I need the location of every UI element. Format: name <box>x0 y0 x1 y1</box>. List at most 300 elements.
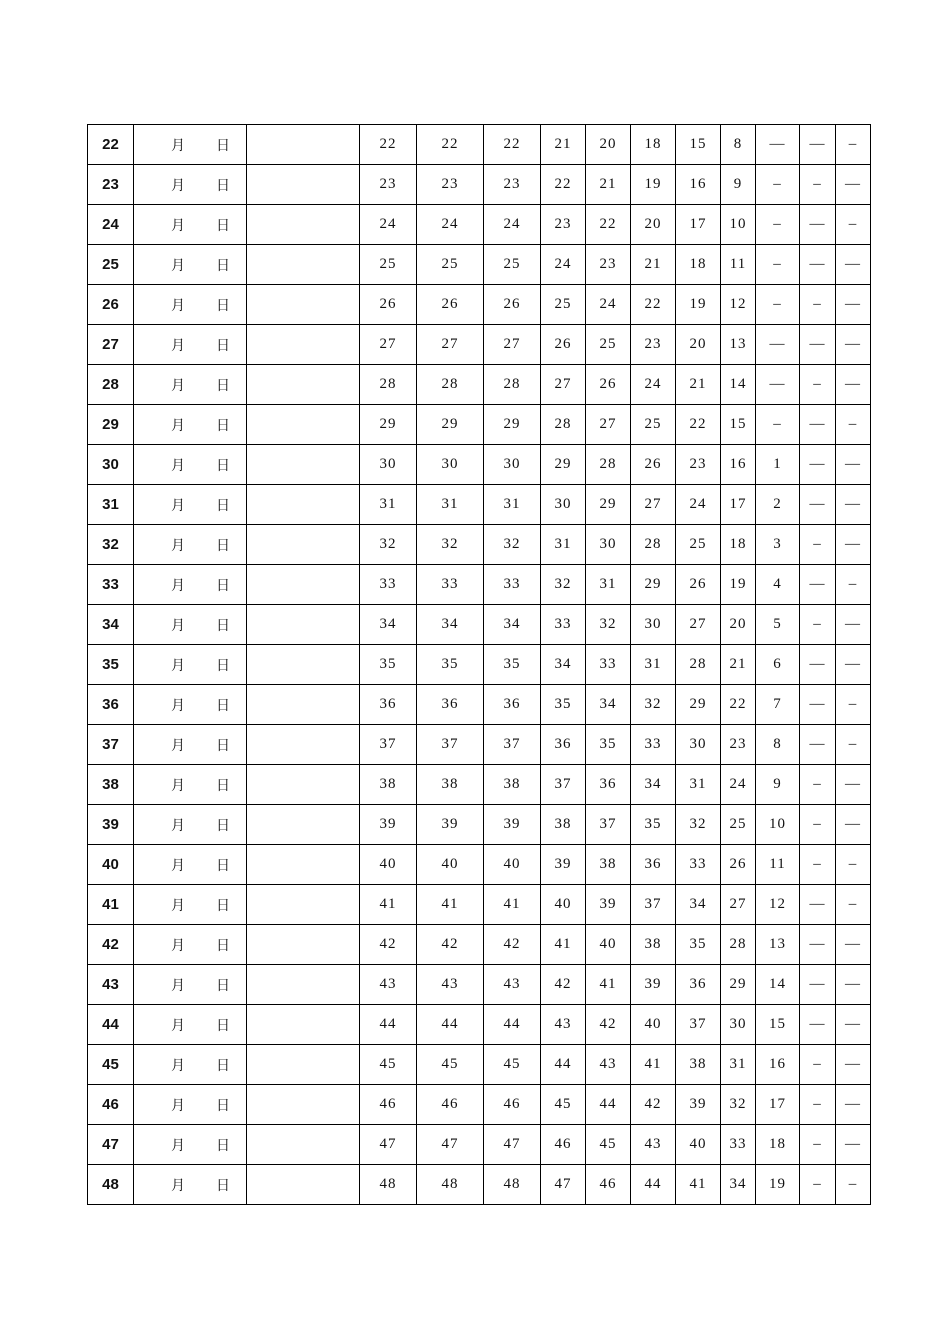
value-cell: 41 <box>541 925 586 965</box>
value-cell: 45 <box>484 1045 541 1085</box>
value-cell: 31 <box>541 525 586 565</box>
value-cell: 27 <box>676 605 721 645</box>
value-cell: 20 <box>586 125 631 165</box>
value-cell: 45 <box>360 1045 417 1085</box>
month-label: 月 <box>171 457 186 474</box>
value-cell: 41 <box>484 885 541 925</box>
value-cell: 8 <box>721 125 756 165</box>
value-cell: 23 <box>360 165 417 205</box>
value-cell: 40 <box>631 1005 676 1045</box>
value-cell: 30 <box>676 725 721 765</box>
value-cell: 24 <box>586 285 631 325</box>
value-cell: 32 <box>586 605 631 645</box>
table-row <box>88 725 871 765</box>
table-row <box>88 805 871 845</box>
value-cell: 40 <box>360 845 417 885</box>
value-cell: 13 <box>721 325 756 365</box>
value-cell: 24 <box>484 205 541 245</box>
value-cell: 26 <box>586 365 631 405</box>
value-cell: 19 <box>721 565 756 605</box>
value-cell: 33 <box>676 845 721 885</box>
value-cell: 36 <box>676 965 721 1005</box>
value-cell: – <box>836 125 871 165</box>
table-row <box>88 965 871 1005</box>
value-cell: 47 <box>360 1125 417 1165</box>
value-cell: 44 <box>360 1005 417 1045</box>
value-cell: 26 <box>721 845 756 885</box>
value-cell: 35 <box>631 805 676 845</box>
table-row <box>88 245 871 285</box>
value-cell: 15 <box>721 405 756 445</box>
value-cell: 11 <box>721 245 756 285</box>
date-cell <box>134 485 247 525</box>
value-cell: 25 <box>676 525 721 565</box>
value-cell: 47 <box>484 1125 541 1165</box>
value-cell: 24 <box>721 765 756 805</box>
value-cell: 24 <box>676 485 721 525</box>
value-cell: 45 <box>417 1045 484 1085</box>
table-row <box>88 605 871 645</box>
value-cell: — <box>800 965 836 1005</box>
value-cell: 48 <box>484 1165 541 1205</box>
value-cell: 29 <box>721 965 756 1005</box>
value-cell: – <box>836 845 871 885</box>
value-cell: – <box>800 805 836 845</box>
value-cell: 39 <box>417 805 484 845</box>
value-cell: 31 <box>360 485 417 525</box>
blank-cell <box>247 245 360 285</box>
date-cell <box>134 1165 247 1205</box>
row-number: 42 <box>88 925 134 965</box>
blank-cell <box>247 1085 360 1125</box>
value-cell: – <box>800 1045 836 1085</box>
blank-cell <box>247 765 360 805</box>
value-cell: 16 <box>756 1045 800 1085</box>
blank-cell <box>247 205 360 245</box>
value-cell: 31 <box>676 765 721 805</box>
row-number: 25 <box>88 245 134 285</box>
row-number: 24 <box>88 205 134 245</box>
blank-cell <box>247 285 360 325</box>
value-cell: 30 <box>417 445 484 485</box>
value-cell: 37 <box>631 885 676 925</box>
value-cell: 43 <box>417 965 484 1005</box>
date-cell <box>134 445 247 485</box>
month-label: 月 <box>171 697 186 714</box>
table-row <box>88 1045 871 1085</box>
value-cell: 4 <box>756 565 800 605</box>
row-number: 40 <box>88 845 134 885</box>
blank-cell <box>247 325 360 365</box>
value-cell: 41 <box>360 885 417 925</box>
value-cell: 19 <box>676 285 721 325</box>
value-cell: 25 <box>484 245 541 285</box>
blank-cell <box>247 1165 360 1205</box>
month-label: 月 <box>171 1097 186 1114</box>
value-cell: 42 <box>484 925 541 965</box>
day-label: 日 <box>216 697 231 714</box>
row-number: 38 <box>88 765 134 805</box>
value-cell: 34 <box>631 765 676 805</box>
value-cell: 28 <box>631 525 676 565</box>
row-number: 28 <box>88 365 134 405</box>
value-cell: – <box>836 405 871 445</box>
value-cell: 30 <box>586 525 631 565</box>
month-label: 月 <box>171 857 186 874</box>
value-cell: 40 <box>417 845 484 885</box>
value-cell: — <box>756 365 800 405</box>
date-cell <box>134 685 247 725</box>
month-label: 月 <box>171 1177 186 1194</box>
value-cell: 37 <box>676 1005 721 1045</box>
value-cell: 24 <box>360 205 417 245</box>
value-cell: 43 <box>586 1045 631 1085</box>
value-cell: 29 <box>586 485 631 525</box>
value-cell: — <box>800 485 836 525</box>
value-cell: 41 <box>586 965 631 1005</box>
day-label: 日 <box>216 977 231 994</box>
value-cell: 25 <box>360 245 417 285</box>
month-label: 月 <box>171 257 186 274</box>
value-cell: 22 <box>721 685 756 725</box>
value-cell: 23 <box>541 205 586 245</box>
value-cell: 23 <box>417 165 484 205</box>
value-cell: 43 <box>631 1125 676 1165</box>
value-cell: – <box>800 605 836 645</box>
value-cell: 43 <box>360 965 417 1005</box>
row-number: 31 <box>88 485 134 525</box>
value-cell: 18 <box>676 245 721 285</box>
value-cell: 32 <box>721 1085 756 1125</box>
month-label: 月 <box>171 297 186 314</box>
value-cell: 16 <box>721 445 756 485</box>
value-cell: 38 <box>417 765 484 805</box>
value-cell: 42 <box>541 965 586 1005</box>
value-cell: — <box>756 125 800 165</box>
day-label: 日 <box>216 257 231 274</box>
table-row <box>88 525 871 565</box>
value-cell: 29 <box>676 685 721 725</box>
value-cell: 43 <box>484 965 541 1005</box>
value-cell: 26 <box>541 325 586 365</box>
value-cell: — <box>800 245 836 285</box>
date-cell <box>134 205 247 245</box>
value-cell: 27 <box>360 325 417 365</box>
value-cell: 15 <box>676 125 721 165</box>
blank-cell <box>247 565 360 605</box>
value-cell: – <box>756 405 800 445</box>
value-cell: 36 <box>417 685 484 725</box>
value-cell: 33 <box>586 645 631 685</box>
value-cell: 47 <box>417 1125 484 1165</box>
value-cell: 39 <box>484 805 541 845</box>
date-cell <box>134 285 247 325</box>
schedule-table <box>87 124 871 1205</box>
value-cell: 33 <box>631 725 676 765</box>
table-body <box>88 125 871 1205</box>
value-cell: 20 <box>721 605 756 645</box>
value-cell: 41 <box>676 1165 721 1205</box>
value-cell: 27 <box>586 405 631 445</box>
value-cell: 8 <box>756 725 800 765</box>
value-cell: 35 <box>417 645 484 685</box>
value-cell: 23 <box>484 165 541 205</box>
value-cell: – <box>800 165 836 205</box>
value-cell: – <box>836 885 871 925</box>
table-row <box>88 845 871 885</box>
value-cell: 33 <box>541 605 586 645</box>
row-number: 45 <box>88 1045 134 1085</box>
value-cell: — <box>836 1125 871 1165</box>
value-cell: – <box>756 245 800 285</box>
value-cell: 21 <box>586 165 631 205</box>
value-cell: 25 <box>541 285 586 325</box>
value-cell: — <box>836 1085 871 1125</box>
value-cell: — <box>800 565 836 605</box>
date-cell <box>134 1045 247 1085</box>
value-cell: 35 <box>676 925 721 965</box>
row-number: 30 <box>88 445 134 485</box>
value-cell: 36 <box>360 685 417 725</box>
value-cell: 37 <box>360 725 417 765</box>
value-cell: — <box>800 325 836 365</box>
value-cell: 35 <box>484 645 541 685</box>
value-cell: 32 <box>631 685 676 725</box>
value-cell: 27 <box>541 365 586 405</box>
value-cell: 30 <box>484 445 541 485</box>
value-cell: — <box>800 125 836 165</box>
value-cell: 29 <box>631 565 676 605</box>
month-label: 月 <box>171 1057 186 1074</box>
value-cell: 26 <box>631 445 676 485</box>
month-label: 月 <box>171 1017 186 1034</box>
row-number: 26 <box>88 285 134 325</box>
value-cell: 10 <box>721 205 756 245</box>
value-cell: – <box>756 285 800 325</box>
table-row <box>88 165 871 205</box>
date-cell <box>134 125 247 165</box>
value-cell: 14 <box>721 365 756 405</box>
row-number: 47 <box>88 1125 134 1165</box>
date-cell <box>134 925 247 965</box>
value-cell: 18 <box>721 525 756 565</box>
value-cell: – <box>836 1165 871 1205</box>
date-cell <box>134 845 247 885</box>
value-cell: – <box>836 205 871 245</box>
value-cell: 40 <box>541 885 586 925</box>
date-cell <box>134 165 247 205</box>
day-label: 日 <box>216 737 231 754</box>
month-label: 月 <box>171 937 186 954</box>
value-cell: 40 <box>586 925 631 965</box>
blank-cell <box>247 1005 360 1045</box>
day-label: 日 <box>216 497 231 514</box>
value-cell: — <box>800 925 836 965</box>
value-cell: – <box>800 1125 836 1165</box>
value-cell: 22 <box>484 125 541 165</box>
value-cell: 48 <box>417 1165 484 1205</box>
value-cell: — <box>836 805 871 845</box>
value-cell: — <box>836 1005 871 1045</box>
blank-cell <box>247 1125 360 1165</box>
value-cell: 22 <box>417 125 484 165</box>
blank-cell <box>247 125 360 165</box>
value-cell: 39 <box>541 845 586 885</box>
blank-cell <box>247 725 360 765</box>
date-cell <box>134 765 247 805</box>
value-cell: 26 <box>484 285 541 325</box>
value-cell: 40 <box>676 1125 721 1165</box>
value-cell: – <box>800 765 836 805</box>
value-cell: 38 <box>631 925 676 965</box>
day-label: 日 <box>216 1057 231 1074</box>
value-cell: — <box>800 885 836 925</box>
blank-cell <box>247 445 360 485</box>
value-cell: 9 <box>721 165 756 205</box>
value-cell: – <box>836 685 871 725</box>
table-row <box>88 685 871 725</box>
value-cell: 38 <box>586 845 631 885</box>
month-label: 月 <box>171 217 186 234</box>
day-label: 日 <box>216 1137 231 1154</box>
value-cell: – <box>800 365 836 405</box>
day-label: 日 <box>216 857 231 874</box>
day-label: 日 <box>216 617 231 634</box>
value-cell: 17 <box>721 485 756 525</box>
day-label: 日 <box>216 577 231 594</box>
row-number: 48 <box>88 1165 134 1205</box>
value-cell: 29 <box>417 405 484 445</box>
value-cell: 19 <box>756 1165 800 1205</box>
value-cell: 27 <box>721 885 756 925</box>
table-row <box>88 405 871 445</box>
value-cell: 23 <box>586 245 631 285</box>
day-label: 日 <box>216 657 231 674</box>
value-cell: 41 <box>631 1045 676 1085</box>
value-cell: 28 <box>417 365 484 405</box>
row-number: 32 <box>88 525 134 565</box>
value-cell: 44 <box>631 1165 676 1205</box>
value-cell: — <box>836 165 871 205</box>
month-label: 月 <box>171 177 186 194</box>
value-cell: 24 <box>631 365 676 405</box>
row-number: 23 <box>88 165 134 205</box>
value-cell: 6 <box>756 645 800 685</box>
value-cell: 29 <box>484 405 541 445</box>
value-cell: 20 <box>676 325 721 365</box>
value-cell: 26 <box>417 285 484 325</box>
month-label: 月 <box>171 737 186 754</box>
value-cell: 34 <box>484 605 541 645</box>
value-cell: 28 <box>676 645 721 685</box>
table-row <box>88 765 871 805</box>
month-label: 月 <box>171 417 186 434</box>
month-label: 月 <box>171 977 186 994</box>
value-cell: 2 <box>756 485 800 525</box>
value-cell: 1 <box>756 445 800 485</box>
value-cell: 33 <box>721 1125 756 1165</box>
month-label: 月 <box>171 137 186 154</box>
value-cell: 42 <box>360 925 417 965</box>
value-cell: 43 <box>541 1005 586 1045</box>
value-cell: 44 <box>417 1005 484 1045</box>
table-row <box>88 645 871 685</box>
value-cell: 46 <box>586 1165 631 1205</box>
row-number: 43 <box>88 965 134 1005</box>
day-label: 日 <box>216 1177 231 1194</box>
value-cell: 31 <box>721 1045 756 1085</box>
value-cell: 34 <box>541 645 586 685</box>
row-number: 27 <box>88 325 134 365</box>
value-cell: 31 <box>631 645 676 685</box>
value-cell: 5 <box>756 605 800 645</box>
row-number: 41 <box>88 885 134 925</box>
value-cell: — <box>836 445 871 485</box>
value-cell: 25 <box>417 245 484 285</box>
value-cell: 25 <box>721 805 756 845</box>
date-cell <box>134 1085 247 1125</box>
value-cell: – <box>836 565 871 605</box>
day-label: 日 <box>216 297 231 314</box>
value-cell: 37 <box>417 725 484 765</box>
table-row <box>88 205 871 245</box>
value-cell: 32 <box>417 525 484 565</box>
value-cell: 27 <box>631 485 676 525</box>
value-cell: 30 <box>360 445 417 485</box>
value-cell: 28 <box>721 925 756 965</box>
value-cell: 37 <box>541 765 586 805</box>
value-cell: 35 <box>586 725 631 765</box>
value-cell: 18 <box>631 125 676 165</box>
value-cell: 44 <box>484 1005 541 1045</box>
value-cell: 28 <box>586 445 631 485</box>
day-label: 日 <box>216 1097 231 1114</box>
value-cell: — <box>800 725 836 765</box>
value-cell: 36 <box>586 765 631 805</box>
value-cell: 39 <box>586 885 631 925</box>
value-cell: — <box>800 405 836 445</box>
value-cell: — <box>800 645 836 685</box>
value-cell: 35 <box>360 645 417 685</box>
day-label: 日 <box>216 777 231 794</box>
row-number: 46 <box>88 1085 134 1125</box>
value-cell: — <box>836 485 871 525</box>
value-cell: 21 <box>631 245 676 285</box>
value-cell: 34 <box>417 605 484 645</box>
value-cell: 24 <box>417 205 484 245</box>
value-cell: 40 <box>484 845 541 885</box>
blank-cell <box>247 645 360 685</box>
value-cell: 42 <box>586 1005 631 1045</box>
day-label: 日 <box>216 177 231 194</box>
value-cell: 48 <box>360 1165 417 1205</box>
table-row <box>88 325 871 365</box>
value-cell: 13 <box>756 925 800 965</box>
table-row <box>88 885 871 925</box>
value-cell: 26 <box>360 285 417 325</box>
value-cell: 46 <box>541 1125 586 1165</box>
date-cell <box>134 365 247 405</box>
value-cell: 22 <box>541 165 586 205</box>
value-cell: 22 <box>631 285 676 325</box>
date-cell <box>134 725 247 765</box>
value-cell: 35 <box>541 685 586 725</box>
table-row <box>88 365 871 405</box>
value-cell: 30 <box>541 485 586 525</box>
value-cell: – <box>800 285 836 325</box>
value-cell: — <box>836 285 871 325</box>
blank-cell <box>247 165 360 205</box>
